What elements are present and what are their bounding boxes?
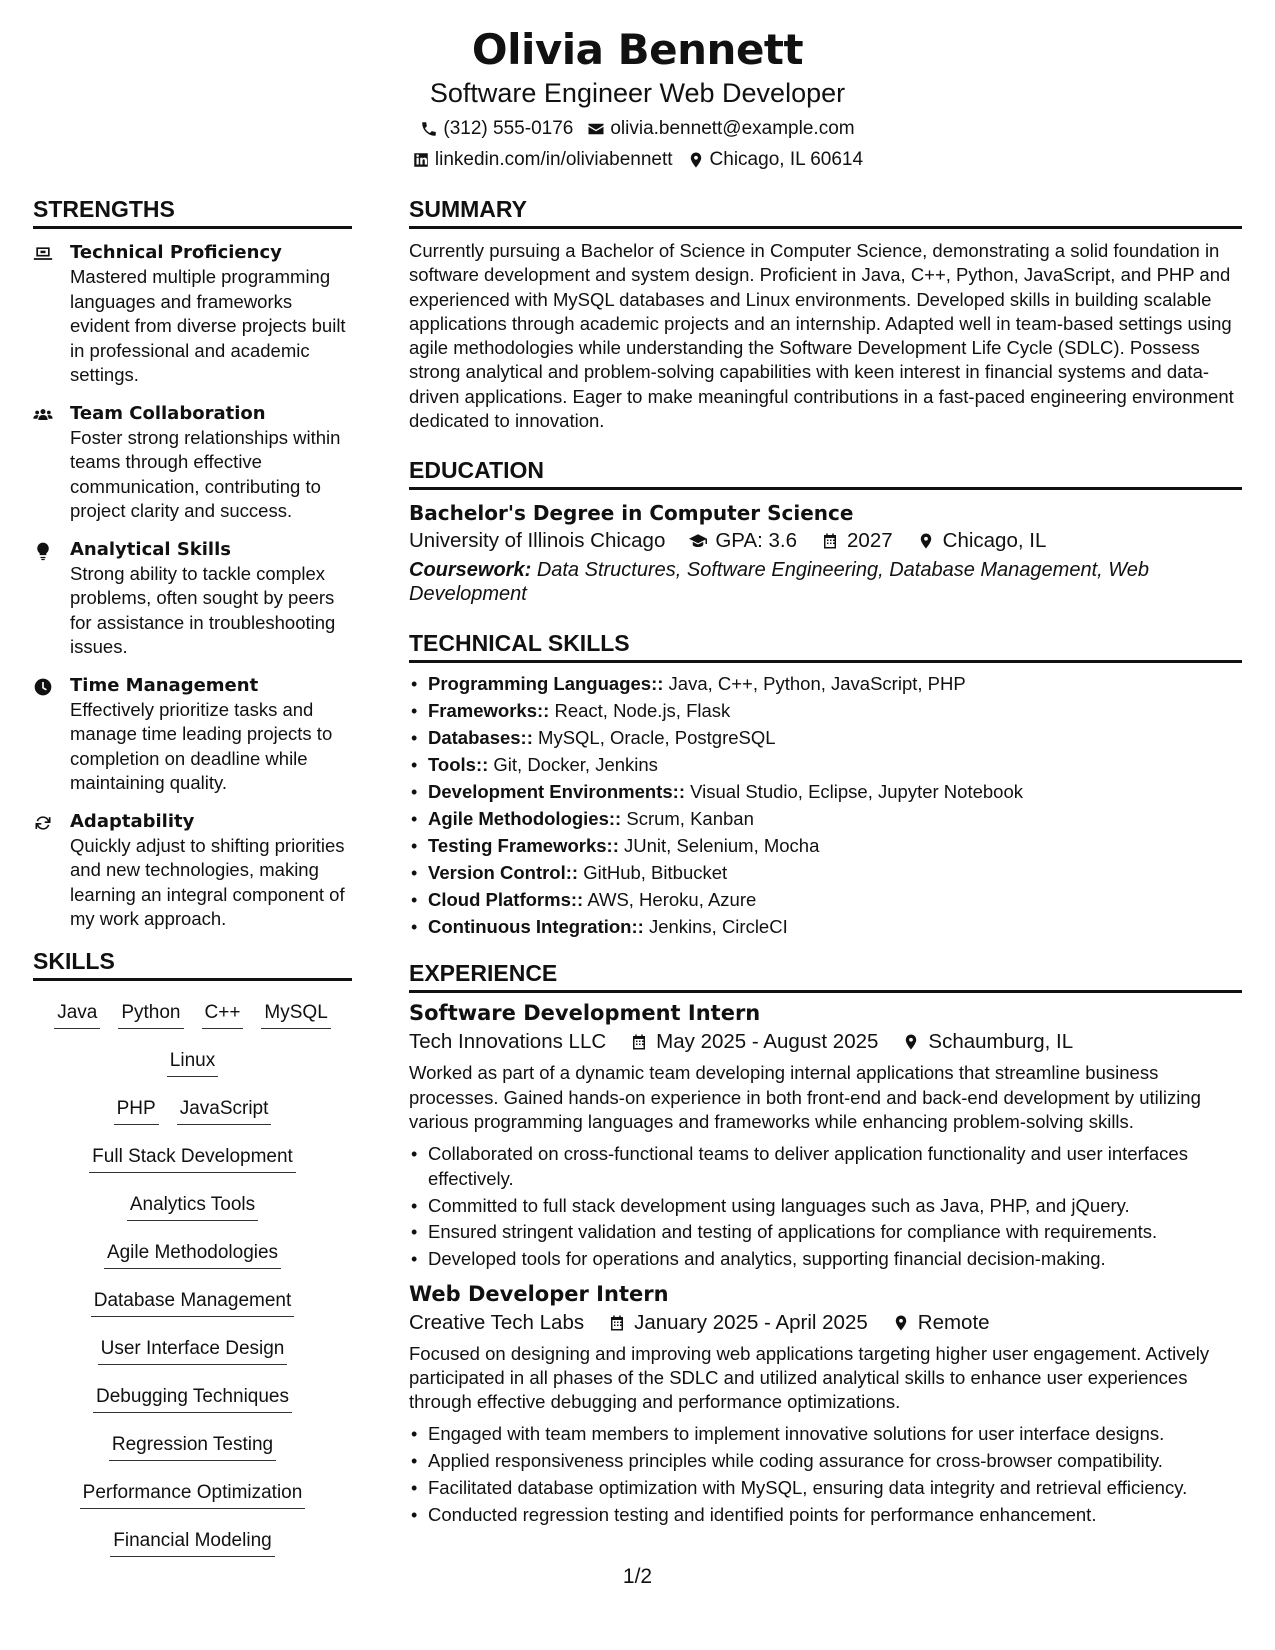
linkedin-text[interactable]: linkedin.com/in/oliviabennett: [434, 149, 673, 170]
job-dates: May 2025 - August 2025: [656, 1030, 879, 1054]
linkedin-contact[interactable]: [412, 147, 673, 173]
school-location: Chicago, IL: [942, 529, 1047, 553]
strengths-list: [33, 241, 352, 932]
contact-row-1: [0, 116, 1275, 142]
strength-item: [33, 674, 352, 796]
list-item: [409, 779, 1242, 806]
education-meta: [409, 526, 1242, 556]
graduation-year: 2027: [847, 529, 893, 553]
map-marker-icon: [917, 532, 935, 550]
laptop-icon: [33, 241, 58, 388]
strength-title: Time Management: [70, 674, 259, 696]
list-item: • Developed tools for operations and analytics, supporting financial decision-making.: [409, 1247, 1242, 1271]
job-description: Focused on designing and improving web applications targeting higher user engagement. Actively participated in all phases of the SDLC and utilized analytical skills to enhance user experiences through effective debugging and performance optimizations.: [409, 1342, 1210, 1413]
skill-tag: Java: [54, 999, 100, 1029]
skill-category: Databases::: [428, 727, 533, 749]
experience-heading: EXPERIENCE: [409, 958, 1242, 993]
coursework-label: Coursework:: [409, 559, 532, 582]
strength-title: Analytical Skills: [70, 538, 231, 560]
skill-values: Java, C++, Python, JavaScript, PHP: [668, 673, 966, 695]
technical-skills-heading: TECHNICAL SKILLS: [409, 628, 1242, 663]
strength-item: [33, 538, 352, 660]
skill-tag: Database Management: [91, 1287, 295, 1317]
skill-tag: JavaScript: [177, 1095, 272, 1125]
list-item: [409, 752, 1242, 779]
list-item: • Applied responsiveness principles while coding assurance for cross-browser compatibility.: [409, 1449, 1242, 1473]
right-column: [409, 194, 1242, 1530]
skill-category: Development Environments::: [428, 781, 685, 802]
list-item: [409, 887, 1242, 914]
skill-tag: Performance Optimization: [80, 1479, 306, 1509]
skill-category: Cloud Platforms::: [428, 888, 584, 910]
list-item: • Collaborated on cross-functional teams to deliver application functionality and user interfaces effectively.: [409, 1142, 1242, 1191]
list-item: [409, 698, 1242, 725]
email-text[interactable]: olivia.bennett@example.com: [610, 118, 855, 139]
email-contact[interactable]: [587, 116, 854, 142]
strengths-heading: STRENGTHS: [33, 194, 352, 229]
map-marker-icon: [687, 151, 705, 169]
company-name: Creative Tech Labs: [409, 1310, 585, 1334]
skill-values: MySQL, Oracle, PostgreSQL: [538, 727, 776, 749]
strength-item: [33, 810, 352, 932]
list-item: • Ensured stringent validation and testing of applications for compliance with requirements.: [409, 1220, 1242, 1244]
skill-tag: Debugging Techniques: [93, 1383, 292, 1413]
map-marker-icon: [892, 1314, 910, 1332]
strength-desc: Mastered multiple programming languages and frameworks evident from diverse projects built in professional and academic settings.: [70, 266, 346, 385]
coursework-list: Data Structures, Software Engineering, Database Management, Web Development: [409, 559, 1149, 606]
location-contact: [687, 147, 864, 173]
company-name: Tech Innovations LLC: [409, 1030, 607, 1054]
summary-heading: SUMMARY: [409, 194, 1242, 229]
list-item: [409, 860, 1242, 887]
degree-title: Bachelor's Degree in Computer Science: [409, 501, 854, 526]
clock-icon: [33, 674, 58, 796]
skill-category: Tools::: [428, 754, 489, 776]
list-item: [409, 725, 1242, 752]
skill-category: Version Control::: [428, 861, 579, 883]
job-meta: [409, 1027, 1242, 1057]
skill-values: Git, Docker, Jenkins: [493, 754, 658, 776]
left-column: [33, 194, 352, 1575]
skill-category: Agile Methodologies::: [428, 807, 622, 829]
phone-text: (312) 555-0176: [443, 118, 574, 139]
list-item: [409, 833, 1242, 860]
contact-row-2: [0, 147, 1275, 173]
list-item: • Committed to full stack development using languages such as Java, PHP, and jQuery.: [409, 1194, 1242, 1218]
phone-contact: [420, 116, 573, 142]
skill-tag: Linux: [167, 1047, 218, 1077]
location-text: Chicago, IL 60614: [709, 149, 864, 170]
skills-list: [33, 999, 352, 1575]
skill-tag: Regression Testing: [109, 1431, 276, 1461]
skill-tag: Python: [118, 999, 183, 1029]
list-item: [409, 914, 1242, 941]
phone-icon: [420, 120, 438, 138]
skill-category: Frameworks::: [428, 700, 550, 722]
calendar-icon: [608, 1314, 626, 1332]
skill-values: GitHub, Bitbucket: [583, 861, 728, 883]
job-title: Web Developer Intern: [409, 1281, 669, 1306]
technical-skills-section: [409, 628, 1242, 940]
skill-tag: C++: [202, 999, 244, 1029]
job-bullets: [409, 1142, 1242, 1271]
calendar-icon: [821, 532, 839, 550]
skill-tag: MySQL: [261, 999, 330, 1029]
strength-title: Technical Proficiency: [70, 242, 282, 263]
users-icon: [33, 402, 58, 524]
education-heading: EDUCATION: [409, 455, 1242, 490]
skill-values: Jenkins, CircleCI: [648, 915, 788, 937]
job-location: Schaumburg, IL: [928, 1030, 1074, 1054]
strength-desc: Foster strong relationships within teams through effective communication, contributing to project clarity and success.: [70, 426, 341, 521]
candidate-role: Software Engineer Web Developer: [429, 78, 846, 108]
technical-skills-list: [409, 671, 1242, 940]
strength-desc: Strong ability to tackle complex problems, often sought by peers for assistance in troubleshooting issues.: [70, 562, 336, 657]
skill-category: Continuous Integration::: [428, 915, 644, 937]
list-item: [409, 806, 1242, 833]
experience-section: [409, 958, 1242, 1527]
gpa-text: GPA: 3.6: [715, 529, 798, 553]
skill-category: Programming Languages::: [428, 673, 664, 695]
skill-values: JUnit, Selenium, Mocha: [624, 834, 820, 856]
job-entry: [409, 1280, 1242, 1528]
lightbulb-icon: [33, 538, 58, 660]
list-item: [409, 671, 1242, 698]
skills-heading: SKILLS: [33, 946, 352, 981]
job-location: Remote: [917, 1310, 990, 1334]
sync-icon: [33, 810, 58, 932]
skill-category: Testing Frameworks::: [428, 834, 619, 856]
skill-values: AWS, Heroku, Azure: [587, 888, 757, 910]
coursework: [409, 558, 1242, 606]
list-item: • Conducted regression testing and identified points for performance enhancement.: [409, 1503, 1242, 1527]
job-entry: [409, 999, 1242, 1271]
skill-tag: Analytics Tools: [127, 1191, 258, 1221]
strength-desc: Quickly adjust to shifting priorities and new technologies, making learning an integral component of my work approach.: [70, 834, 345, 929]
skill-values: React, Node.js, Flask: [554, 700, 731, 722]
strength-item: [33, 402, 352, 524]
skill-tag: Full Stack Development: [89, 1143, 296, 1173]
resume-header: [0, 24, 1275, 173]
skill-tag: Financial Modeling: [110, 1527, 274, 1557]
linkedin-icon: [412, 151, 430, 169]
skill-tag: Agile Methodologies: [104, 1239, 281, 1269]
summary-text: Currently pursuing a Bachelor of Science in Computer Science, demonstrating a solid foundation in software development and system design. Proficient in Java, C++, Python, JavaScript, and PHP and experienced with MySQL databases and Linux environments. Developed skills in building scalable applications through academic projects and an internship. Adapted well in team-based settings using agile methodologies while understanding the Software Development Life Cycle (SDLC). Possess strong analytical and problem-solving capabilities with keen interest in financial systems and data-driven applications. Eager to make meaningful contributions in a fast-paced engineering environment dedicated to innovation.: [409, 240, 1234, 432]
map-marker-icon: [902, 1033, 920, 1051]
strength-item: [33, 241, 352, 388]
skill-values: Scrum, Kanban: [626, 807, 754, 829]
skill-tag: User Interface Design: [98, 1335, 288, 1365]
job-description: Worked as part of a dynamic team developing internal applications that streamline business processes. Gained hands-on experience in both front-end and back-end development by utilizing various programming languages and frameworks while enhancing problem-solving skills.: [409, 1062, 1201, 1133]
calendar-icon: [630, 1033, 648, 1051]
page-number: 1/2: [622, 1565, 653, 1588]
school-name: University of Illinois Chicago: [409, 529, 666, 553]
skill-tag: PHP: [114, 1095, 159, 1125]
list-item: • Facilitated database optimization with MySQL, ensuring data integrity and retrieval efficiency.: [409, 1476, 1242, 1500]
skill-values: Visual Studio, Eclipse, Jupyter Notebook: [690, 781, 1023, 802]
list-item: • Engaged with team members to implement innovative solutions for user interface designs.: [409, 1422, 1242, 1446]
education-section: [409, 455, 1242, 606]
job-dates: January 2025 - April 2025: [634, 1310, 868, 1334]
job-meta: [409, 1308, 1242, 1338]
strength-title: Adaptability: [70, 810, 195, 832]
candidate-name: Olivia Bennett: [471, 25, 804, 74]
strength-title: Team Collaboration: [70, 402, 266, 424]
job-bullets: [409, 1422, 1242, 1527]
graduation-cap-icon: [689, 532, 707, 550]
envelope-icon: [587, 120, 605, 138]
strength-desc: Effectively prioritize tasks and manage time leading projects to completion on deadline while maintaining quality.: [70, 698, 333, 793]
job-title: Software Development Intern: [409, 1001, 761, 1026]
